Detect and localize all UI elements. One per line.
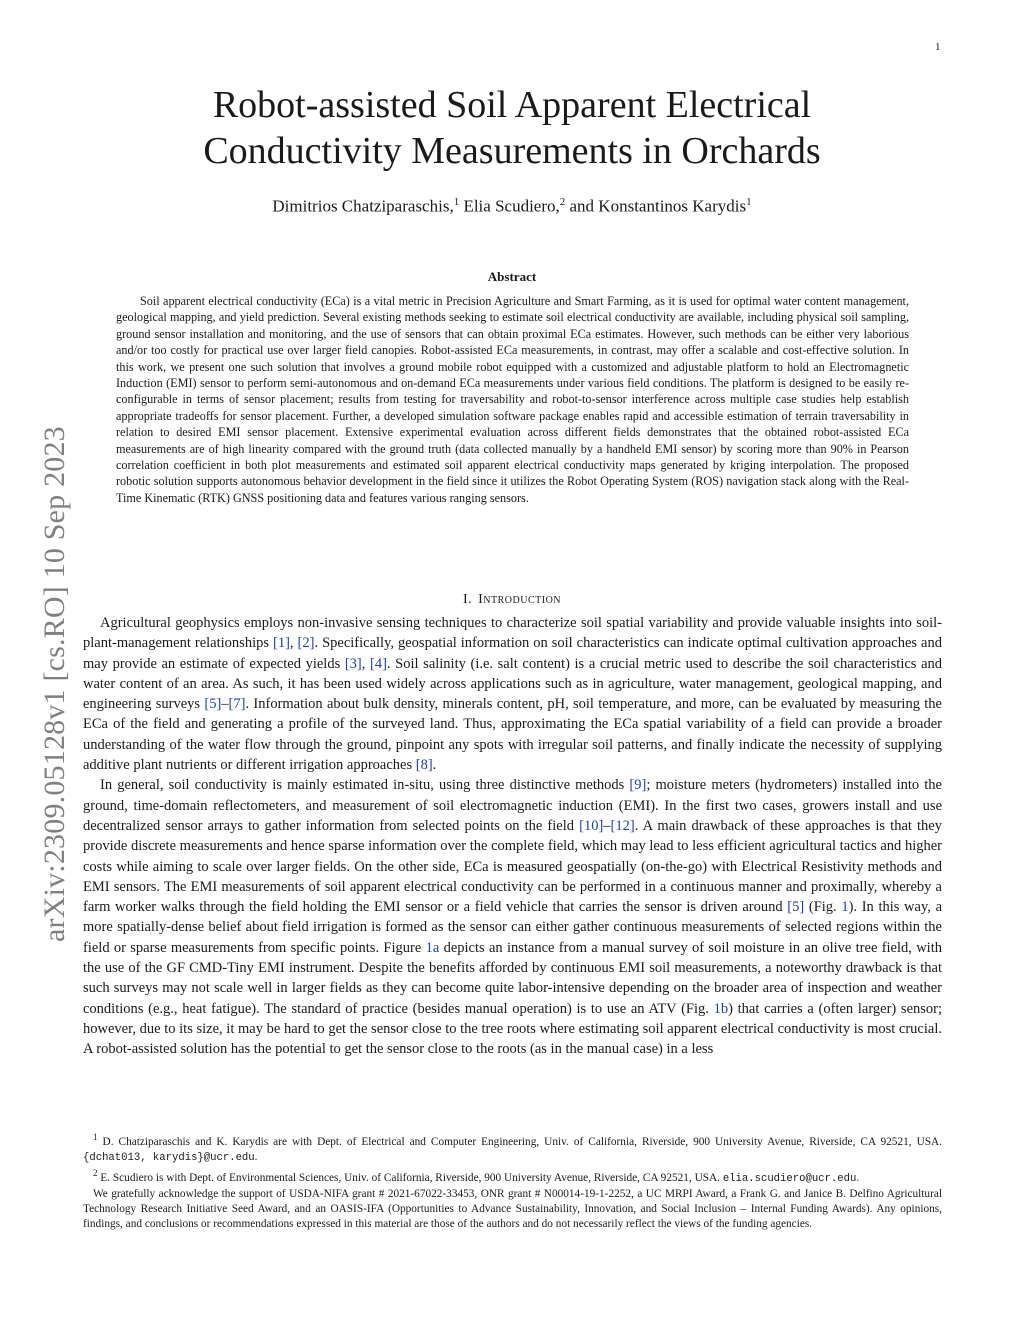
abstract-text: Soil apparent electrical conductivity (ECa) is a vital metric in Precision Agriculture and Smart Farming, as it is used for optimal water content management, geological mapping, and yield prediction. Several existing methods seeking to estimate soil electrical conductivity are available, including physical soil sampling, ground sensor installation and monitoring, and the use of sensors that can obtain proximal ECa estimates. However, such methods can be either very laborious and/or too costly for practical use over larger field canopies. Robot-assisted ECa measurements, in contrast, may offer a scalable and cost-effective solution. In this work, we present one such solution that involves a ground mobile robot equipped with a customized and adjustable platform to hold an Electromagnetic Induction (EMI) sensor to perform semi-autonomous and on-demand ECa measurements under various field conditions. The platform is designed to be easily re-configurable in terms of sensor placement; results from testing for traversability and robot-to-sensor interference across multiple case studies help establish appropriate tradeoffs for sensor placement. Further, a developed simulation software package enables rapid and accessible estimation of terrain traversability in relation to desired EMI sensor placement. Extensive experimental evaluation across different fields demonstrates that the obtained robot-assisted ECa measurements are of high linearity compared with the ground truth (data collected manually by a handheld EMI sensor) by scoring more than 90% in Pearson correlation coefficient in both plot measurements and estimated soil apparent electrical conductivity maps generated by kriging interpolation. The proposed robotic solution supports autonomous behavior development in the field since it utilizes the Robot Operating System (ROS) navigation stack along with the Real-Time Kinematic (RTK) GNSS positioning data and features various ranging sensors. <box>116 294 909 505</box>
arxiv-identifier[interactable]: arXiv:2309.05128v1 [cs.RO] 10 Sep 2023 <box>38 426 71 942</box>
citation-link[interactable]: [8] <box>415 757 433 774</box>
footnote: $^2$ E. Scudiero is with Dept. of Environmental Sciences, Univ. of California, Riverside, 900 University Avenue, Riverside, CA 92521, USA. elia.scudiero@ucr.edu. <box>93 1167 860 1185</box>
paper-title <box>100 82 924 174</box>
citation-link[interactable]: [9] <box>629 777 647 794</box>
title-line-1: Robot-assisted Soil Apparent Electrical <box>212 84 812 126</box>
footnote-mark: 1 <box>93 1132 98 1142</box>
email-address: elia.scudiero@ucr.edu <box>722 1172 857 1185</box>
email-address: {dchat013, karydis}@ucr.edu <box>83 1151 255 1164</box>
acknowledgement: We gratefully acknowledge the support of USDA-NIFA grant # 2021-67022-33453, ONR grant # N00014-19-1-2252, a UC MRPI Award, a Frank G. and Janice B. Delfino Agricultural Technology Research Initiative Seed Award, and an OASIS-IFA (Opportunities to Advance Sustainability, Innovation, and Social Inclusion – Internal Funding Awards). Any opinions, findings, and conclusions or recommendations expressed in this material are those of the authors and do not necessarily reflect the views of the funding agencies. <box>83 1187 942 1230</box>
body-text <box>83 613 942 1060</box>
figure-link[interactable]: 1a <box>425 939 440 956</box>
author-name: and Konstantinos Karydis <box>569 196 747 216</box>
paragraph: In general, soil conductivity is mainly estimated in-situ, using three distinctive methods [9]; moisture meters (hydrometers) installed into the ground, time-domain reflectometers, and measurement of soil electromagnetic induction (EMI). In the first two cases, growers install and use decentralized sensor arrays to gather information from selected points on the field [10]–[12]. A main drawback of these approaches is that they provide discrete measurements and hence sparse information over the complete field, which may lead to less efficient agricultural tactics and higher costs while aiming to scale over larger fields. On the other side, ECa is measured geospatially (on-the-go) with Electrical Resistivity methods and EMI sensors. The EMI measurements of soil apparent electrical conductivity can be performed in a continuous manner and proximally, whereby a farm worker walks through the field holding the EMI sensor or a field vehicle that carries the sensor is driven around [5] (Fig. 1). In this way, a more spatially-dense belief about field irrigation is formed as the sensor can either gather continuous measurements of selected regions within the field or sparse measurements from specific points. Figure 1a depicts an instance from a manual survey of soil moisture in an olive tree field, with the use of the GF CMD-Tiny EMI instrument. Despite the benefits afforded by continuous EMI soil measurements, a noteworthy drawback is that such surveys may not scale well in larger fields as they can become quite labor-intensive depending on the broader area of inspection and weather conditions (e.g., heat fatigue). The standard of practice (besides manual operation) is to use an ATV (Fig. 1b) that carries a (often larger) sensor; however, due to its size, it may be hard to get the sensor close to the tree roots where estimating soil apparent electrical conductivity is most crucial. A robot-assisted solution has the potential to get the sensor close to the roots (as in the manual case) in a less <box>83 777 943 1058</box>
author-affiliation: 1 <box>453 196 460 208</box>
section-heading <box>100 592 924 608</box>
section-title: Introduction <box>478 592 562 607</box>
footnote-mark: 2 <box>93 1167 98 1178</box>
citation-link[interactable]: [10] <box>579 817 604 834</box>
author-name: Elia Scudiero, <box>463 196 560 216</box>
figure-link[interactable]: 1b <box>713 1000 729 1017</box>
figure-link[interactable]: 1 <box>841 899 849 916</box>
citation-link[interactable]: [4] <box>370 655 387 672</box>
abstract-heading: Abstract <box>487 269 537 284</box>
citation-link[interactable]: [1] <box>272 635 290 652</box>
citation-link[interactable]: [7] <box>228 696 246 713</box>
author-list <box>100 196 924 217</box>
title-line-2: Conductivity Measurements in Orchards <box>203 130 821 172</box>
citation-link[interactable]: [12] <box>610 817 635 834</box>
citation-link[interactable]: [5] <box>787 899 805 916</box>
citation-link[interactable]: [3] <box>344 655 362 672</box>
footnote: $^1$ D. Chatziparaschis and K. Karydis are with Dept. of Electrical and Computer Engineering, Univ. of California, Riverside, 900 University Avenue, Riverside, CA 92521, USA. {dchat013, karydis}@ucr.edu. <box>83 1132 943 1164</box>
author-affiliation: 2 <box>559 196 566 208</box>
page-number: 1 <box>935 41 941 53</box>
author-name: Dimitrios Chatziparaschis, <box>272 196 454 216</box>
citation-link[interactable]: [5] <box>204 696 222 713</box>
author-affiliation: 1 <box>746 196 752 208</box>
section-numeral: I. <box>462 592 473 607</box>
paragraph: Agricultural geophysics employs non-invasive sensing techniques to characterize soil spatial variability and provide valuable insights into soil-plant-management relationships [1], [2]. Specifically, geospatial information on soil characteristics can indicate optimal cultivation approaches and may provide an estimate of expected yields [3], [4]. Soil salinity (i.e. salt content) is a crucial metric used to describe the soil characteristics and water content of an area. As such, it has been used widely across applications such as in agriculture, water management, geological mapping, and engineering surveys [5]–[7]. Information about bulk density, minerals content, pH, soil temperature, and more, can be evaluated by measuring the ECa of the field and generating a profile of the surveyed land. Thus, approximating the ECa spatial variability of a field can provide a broader understanding of the water flow through the ground, pinpoint any spots with irregular soil patterns, and finally indicate the necessity of supplying additive plant nutrients or different irrigation approaches [8]. <box>83 615 943 774</box>
citation-link[interactable]: [2] <box>297 635 315 652</box>
footnotes <box>83 1130 942 1232</box>
